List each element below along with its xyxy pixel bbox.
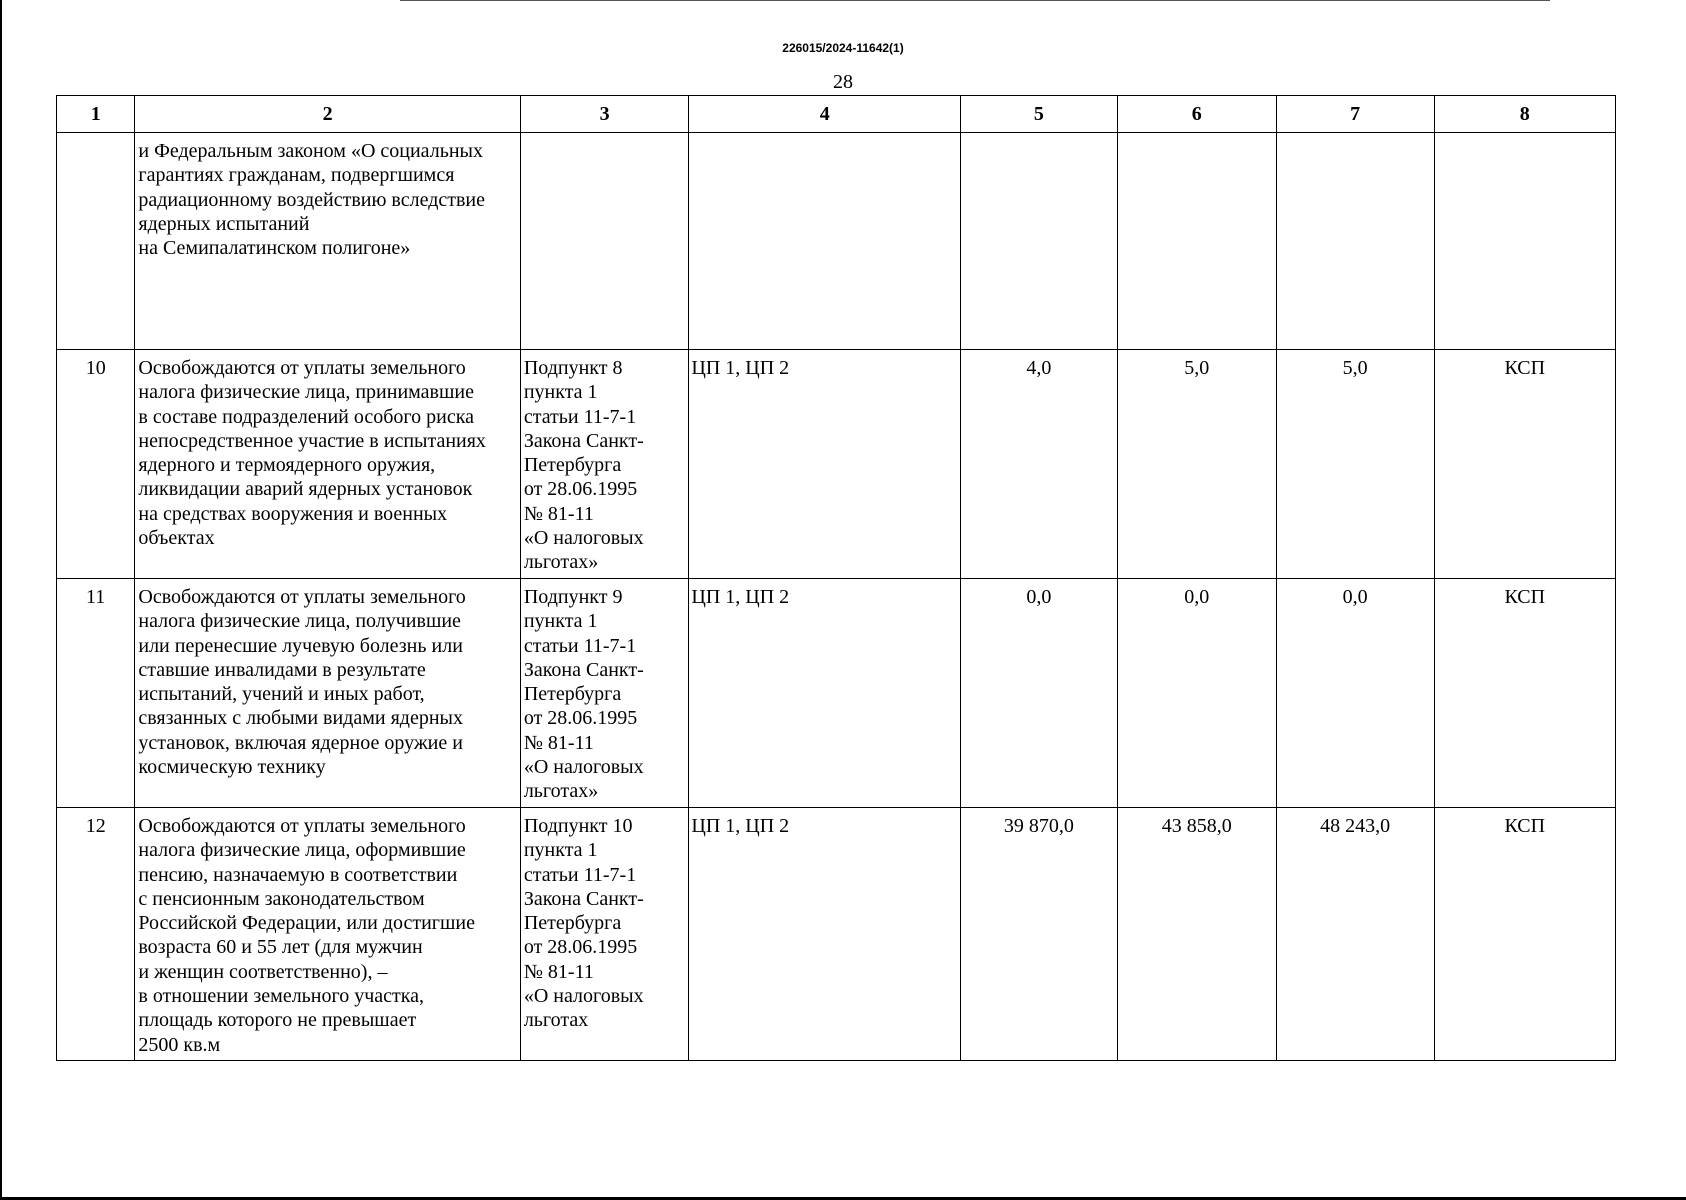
- value-col-7: 48 243,0: [1276, 808, 1434, 1061]
- column-header-6: 6: [1117, 96, 1276, 133]
- value-col-6: 5,0: [1117, 350, 1276, 579]
- column-header-8: 8: [1434, 96, 1615, 133]
- column-header-5: 5: [961, 96, 1118, 133]
- target-category: [689, 133, 961, 350]
- responsible-code: [1434, 133, 1615, 350]
- table-row: [57, 808, 1616, 1061]
- row-number: 12: [57, 808, 135, 1061]
- value-col-5: [961, 133, 1118, 350]
- value-col-5: 0,0: [961, 579, 1118, 808]
- value-col-6: 43 858,0: [1117, 808, 1276, 1061]
- responsible-code: КСП: [1434, 808, 1615, 1061]
- table-row: [57, 350, 1616, 579]
- column-header-7: 7: [1276, 96, 1434, 133]
- value-col-5: 4,0: [961, 350, 1118, 579]
- value-col-7: 0,0: [1276, 579, 1434, 808]
- table-row: [57, 579, 1616, 808]
- column-header-4: 4: [689, 96, 961, 133]
- column-header-2: 2: [135, 96, 520, 133]
- value-col-7: 5,0: [1276, 350, 1434, 579]
- table-header-row: [57, 96, 1616, 133]
- page-top-rule: [400, 0, 1550, 1]
- target-category: ЦП 1, ЦП 2: [689, 350, 961, 579]
- benefit-description: и Федеральным законом «О социальных гарантиях гражданам, подвергшимся радиационному воздействию вследствие ядерных испытаний на Семипалатинском полигоне»: [135, 133, 520, 350]
- legal-basis: Подпункт 8 пункта 1 статьи 11-7-1 Закона Санкт- Петербурга от 28.06.1995 № 81-11 «О налоговых льготах»: [520, 350, 689, 579]
- column-header-1: 1: [57, 96, 135, 133]
- legal-basis: Подпункт 9 пункта 1 статьи 11-7-1 Закона Санкт- Петербурга от 28.06.1995 № 81-11 «О налоговых льготах»: [520, 579, 689, 808]
- tax-benefits-table: [56, 95, 1616, 1061]
- responsible-code: КСП: [1434, 579, 1615, 808]
- legal-basis: [520, 133, 689, 350]
- document-number: 226015/2024-11642(1): [782, 41, 904, 55]
- page-left-border: [0, 0, 2, 1200]
- row-number: 11: [57, 579, 135, 808]
- page-number: 28: [833, 71, 853, 93]
- row-number: 10: [57, 350, 135, 579]
- column-header-3: 3: [520, 96, 689, 133]
- value-col-5: 39 870,0: [961, 808, 1118, 1061]
- target-category: ЦП 1, ЦП 2: [689, 808, 961, 1061]
- benefit-description: Освобождаются от уплаты земельного налога физические лица, оформившие пенсию, назначаемую в соответствии с пенсионным законодательством Российской Федерации, или достигшие возраста 60 и 55 лет (для мужчин и женщин соответственно), – в отношении земельного участка, площадь которого не превышает 2500 кв.м: [135, 808, 520, 1061]
- value-col-6: [1117, 133, 1276, 350]
- responsible-code: КСП: [1434, 350, 1615, 579]
- value-col-6: 0,0: [1117, 579, 1276, 808]
- legal-basis: Подпункт 10 пункта 1 статьи 11-7-1 Закона Санкт- Петербурга от 28.06.1995 № 81-11 «О налоговых льготах: [520, 808, 689, 1061]
- benefit-description: Освобождаются от уплаты земельного налога физические лица, получившие или перенесшие лучевую болезнь или ставшие инвалидами в результате испытаний, учений и иных работ, связанных с любыми видами ядерных установок, включая ядерное оружие и космическую технику: [135, 579, 520, 808]
- table-row: [57, 133, 1616, 350]
- target-category: ЦП 1, ЦП 2: [689, 579, 961, 808]
- row-number: [57, 133, 135, 350]
- value-col-7: [1276, 133, 1434, 350]
- benefit-description: Освобождаются от уплаты земельного налога физические лица, принимавшие в составе подразделений особого риска непосредственное участие в испытаниях ядерного и термоядерного оружия, ликвидации аварий ядерных установок на средствах вооружения и военных объектах: [135, 350, 520, 579]
